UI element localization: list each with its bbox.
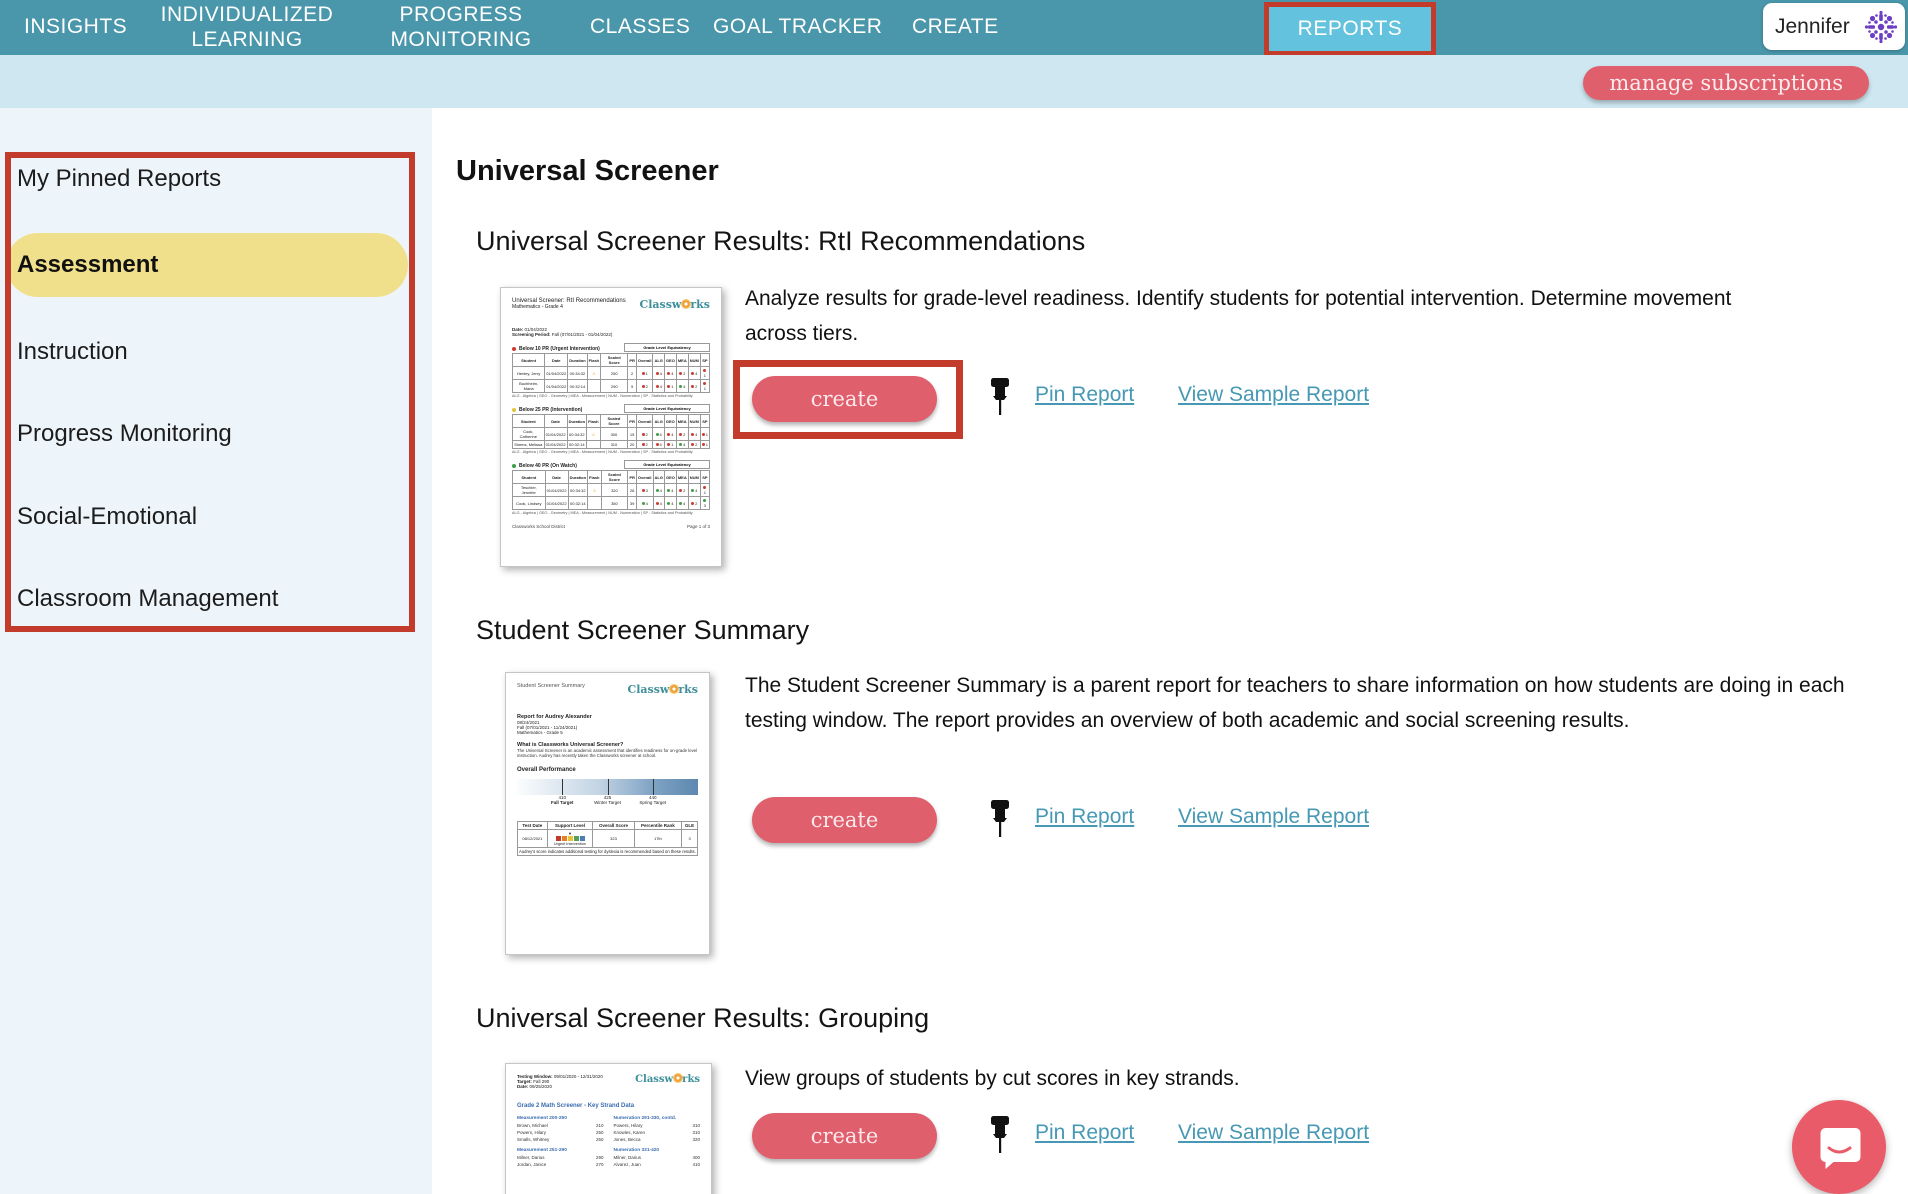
rti-section-header: Below 40 PR (On Watch) Grade Level Equivalency [512,460,710,469]
pin-icon[interactable] [990,800,1010,837]
classworks-logo: Classw rks [635,1074,700,1085]
report-description: The Student Screener Summary is a parent report for teachers to share information on how students are doing in each testing window. The report provides an overview of both academic and social screening results. [745,674,1845,732]
summary-thumb-table [517,821,698,856]
grade-level-equivalency-header: Grade Level Equivalency [624,460,710,469]
user-menu[interactable] [1763,3,1905,50]
report-thumbnail-summary: Student Screener Summary Classw rks Report for Audrey Alexander 08/24/2021 Fall (07/01/2021 - 11/24/2021) Mathematics - Grade 5 What is Classworks Universal Screener? The Universal Screener is an academic assessment that identifies readiness for on-grade level instruction. Audrey has recently taken the Classworks screener at school. Overall Performance 410 Fall Target 425 Winter Target 440 Spring Target Test Date Support Level Overall Score Percentile Rank GLE 08/12/2021 ▼ Urgent Intervention 323 17th 3 Audrey's score indicates additional testing for dyslexia is recommended based on these results. [505,672,710,955]
page-title: Universal Screener [456,155,719,187]
sub-bar [0,55,1908,108]
report-title-student-screener-summary: Student Screener Summary [476,615,810,645]
sidebar-item-my-pinned-reports[interactable]: My Pinned Reports [17,165,222,192]
user-name: Jennifer [1775,14,1850,38]
rti-section-header: Below 10 PR (Urgent Intervention) Grade Level Equivalency [512,343,710,352]
manage-subscriptions-button[interactable]: manage subscriptions [1583,66,1869,100]
sidebar-item-label: Assessment [17,251,159,278]
report-title-grouping: Universal Screener Results: Grouping [476,1003,930,1033]
nav-item-classes[interactable]: CLASSES [590,15,691,39]
strand-group: Numeration 331-420 Milner, Darius 400 Alvarez, Juan 410 [613,1148,700,1167]
thumb-rti-title: Universal Screener: RtI Recommendations [512,298,626,304]
sidebar-item-classroom-management[interactable]: Classroom Management [17,585,279,612]
performance-targets: 410 Fall Target 425 Winter Target 440 Spring Target [551,795,667,805]
view-sample-report-link[interactable]: View Sample Report [1178,383,1370,406]
create-report-button-summary[interactable]: create [752,797,937,843]
create-report-button-rti[interactable]: create [752,376,937,422]
nav-item-goal-tracker[interactable]: GOAL TRACKER [713,15,883,39]
strand-group: Measurement 200-250 Brown, Michael 210 Powers, Hilary 250 Smalls, Whitney 250 [517,1116,604,1142]
nav-item-reports-active[interactable]: REPORTS [1264,2,1436,56]
pin-icon[interactable] [990,378,1010,415]
rti-mini-table: Student Date Duration Flash Scaled Score PR Overall ALG GEO MEA NUM SP Henley, Jerry 01/04/2022 00:34:32 ⚠ 250 2 1 4 4 2 4 1 Buchheim, Maria 01/04/2022 00:32:14 290 9 2 4 1 4 2 1 [512,353,710,393]
chat-bubble-icon [1816,1124,1862,1170]
chat-support-button[interactable] [1792,1100,1886,1194]
nav-item-individualized-learning[interactable]: INDIVIDUALIZED LEARNING [160,3,334,51]
sidebar-annotation-box [5,152,415,632]
nav-item-insights[interactable]: INSIGHTS [24,15,128,39]
sidebar [0,108,432,1194]
report-title-rti-recommendations: Universal Screener Results: RtI Recommendations [476,226,1086,256]
strand-group: Numeration 291-330, contd. Powers, Hilary 310 Knowles, Karen 310 Jones, Becca 320 [613,1116,700,1142]
grade-level-equivalency-header: Grade Level Equivalency [624,404,710,413]
report-thumbnail-rti: Universal Screener: RtI Recommendations Mathematics - Grade 4 Classw rks Date: 01/04/2022 Screening Period: Fall (07/01/2021 - 01/04/2022) Below 10 PR (Urgent Intervention) Grade Level Equivalency Student Date Duration Flash Scaled Score PR Overall ALG GEO MEA NUM SP Henley, Jerry 01/04/2022 00:34:32 ⚠ 250 2 1 4 4 2 4 1 Buchheim, Maria 01/04/2022 00:32:14 290 9 2 4 1 4 2 1 ALG - Algebra | GEO - Geometry | MEA - Measurement | NUM - Numeration | SP - Statistics and Probability Below 25 PR (Intervention) Grade Level Equivalency Student Date Duration Flash Scaled Score PR Overall ALG GEO MEA NUM SP Cook, Catherine 01/04/2022 00:34:32 ⚠ 300 15 2 4 4 2 4 1 Simms, Melissa 01/04/2022 00:32:14 310 20 2 4 1 4 2 1 ALG - Algebra | GEO - Geometry | MEA - Measurement | NUM - Numeration | SP - Statistics and Probability Below 40 PR (On Watch) Grade Level Equivalency Student Date Duration Flash Scaled Score PR Overall ALG GEO MEA NUM SP Teschler, Jennifer 01/04/2022 00:34:32 ⚠ 320 26 3 4 4 2 4 1 Cook, Lindsey 01/04/2022 00:32:14 350 39 4 4 4 4 2 3 ALG - Algebra | GEO - Geometry | MEA - Measurement | NUM - Numeration | SP - Statistics and Probability Classworks School District Page 1 of 3 [500,287,722,567]
pin-icon[interactable] [990,1116,1010,1153]
view-sample-report-link[interactable]: View Sample Report [1178,1121,1370,1144]
support-level-cell: ▼ Urgent Intervention [547,830,593,848]
pin-report-link[interactable]: Pin Report [1035,383,1135,406]
rti-mini-table: Student Date Duration Flash Scaled Score PR Overall ALG GEO MEA NUM SP Teschler, Jennifer 01/04/2022 00:34:32 ⚠ 320 26 3 4 4 2 4 1 Cook, Lindsey 01/04/2022 00:32:14 350 39 4 4 4 4 2 3 [512,470,710,510]
pin-report-link[interactable]: Pin Report [1035,805,1135,828]
sidebar-item-progress-monitoring[interactable]: Progress Monitoring [17,420,232,447]
rti-section-header: Below 25 PR (Intervention) Grade Level Equivalency [512,404,710,413]
sidebar-item-social-emotional[interactable]: Social-Emotional [17,503,198,530]
grouping-thumb-body [517,1111,700,1169]
summary-mini-table: Test Date Support Level Overall Score Percentile Rank GLE 08/12/2021 ▼ Urgent Intervention 323 17th 3 Audrey's score indicates additional testing for dyslexia is recommended based on these results. [519,823,696,854]
sidebar-item-instruction[interactable]: Instruction [17,338,128,365]
create-report-button-grouping[interactable]: create [752,1113,937,1159]
performance-gradient-bar [517,779,698,795]
report-description: View groups of students by cut scores in key strands. [745,1067,1240,1090]
report-description: Analyze results for grade-level readiness. Identify students for potential intervention. Determine movement across tiers. [745,287,1732,345]
pin-report-link[interactable]: Pin Report [1035,1121,1135,1144]
nav-item-create[interactable]: CREATE [912,15,999,39]
classworks-logo: Classw rks [627,683,698,696]
user-avatar-icon [1862,8,1900,46]
sidebar-item-assessment-active[interactable] [6,233,408,297]
thumb-rti-subtitle: Mathematics - Grade 4 [512,304,563,310]
rti-thumb-body: Below 10 PR (Urgent Intervention) Grade Level Equivalency Student Date Duration Flash Scaled Score PR Overall ALG GEO MEA NUM SP Henley, Jerry 01/04/2022 00:34:32 ⚠ 250 2 1 4 4 2 4 1 Buchheim, Maria 01/04/2022 00:32:14 290 9 2 4 1 4 2 1 ALG - Algebra | GEO - Geometry | MEA - Measurement | NUM - Numeration | SP - Statistics and Probability Below 25 PR (Intervention) Grade Level Equivalency Student Date Duration Flash Scaled Score PR Overall ALG GEO MEA NUM SP Cook, Catherine 01/04/2022 00:34:32 ⚠ 300 15 2 4 4 2 4 1 Simms, Melissa 01/04/2022 00:32:14 310 20 2 4 1 4 2 1 ALG - Algebra | GEO - Geometry | MEA - Measurement | NUM - Numeration | SP - Statistics and Probability Below 40 PR (On Watch) Grade Level Equivalency Student Date Duration Flash Scaled Score PR Overall ALG GEO MEA NUM SP Teschler, Jennifer 01/04/2022 00:34:32 ⚠ 320 26 3 4 4 2 4 1 Cook, Lindsey 01/04/2022 00:32:14 350 39 4 4 4 4 2 3 ALG - Algebra | GEO - Geometry | MEA - Measurement | NUM - Numeration | SP - Statistics and Probability [512,345,709,515]
strand-group: Measurement 251-290 Milner, Darius 290 Jordan, Janice 270 [517,1148,604,1167]
top-nav [0,0,1908,55]
nav-item-progress-monitoring[interactable]: PROGRESS MONITORING [390,3,532,51]
grade-level-equivalency-header: Grade Level Equivalency [624,343,710,352]
rti-mini-table: Student Date Duration Flash Scaled Score PR Overall ALG GEO MEA NUM SP Cook, Catherine 01/04/2022 00:34:32 ⚠ 300 15 2 4 4 2 4 1 Simms, Melissa 01/04/2022 00:32:14 310 20 2 4 1 4 2 1 [514,416,709,447]
report-thumbnail-grouping: Testing Window: 09/01/2020 - 12/31/2020 Target: Fall 290 Date: 09/25/2020 Classw rks Grade 2 Math Screener - Key Strand Data Measurement 200-250 Brown, Michael 210 Powers, Hilary 250 Smalls, Whitney 250 Numeration 291-330, contd. Powers, Hilary 310 Knowles, Karen 310 Jones, Becca 320 Measurement 251-290 Milner, Darius 290 Jordan, Janice 270 Numeration 331-420 Milner, Darius 400 Alvarez, Juan 410 [505,1063,712,1194]
view-sample-report-link[interactable]: View Sample Report [1178,805,1370,828]
classworks-logo: Classw rks [639,298,710,311]
